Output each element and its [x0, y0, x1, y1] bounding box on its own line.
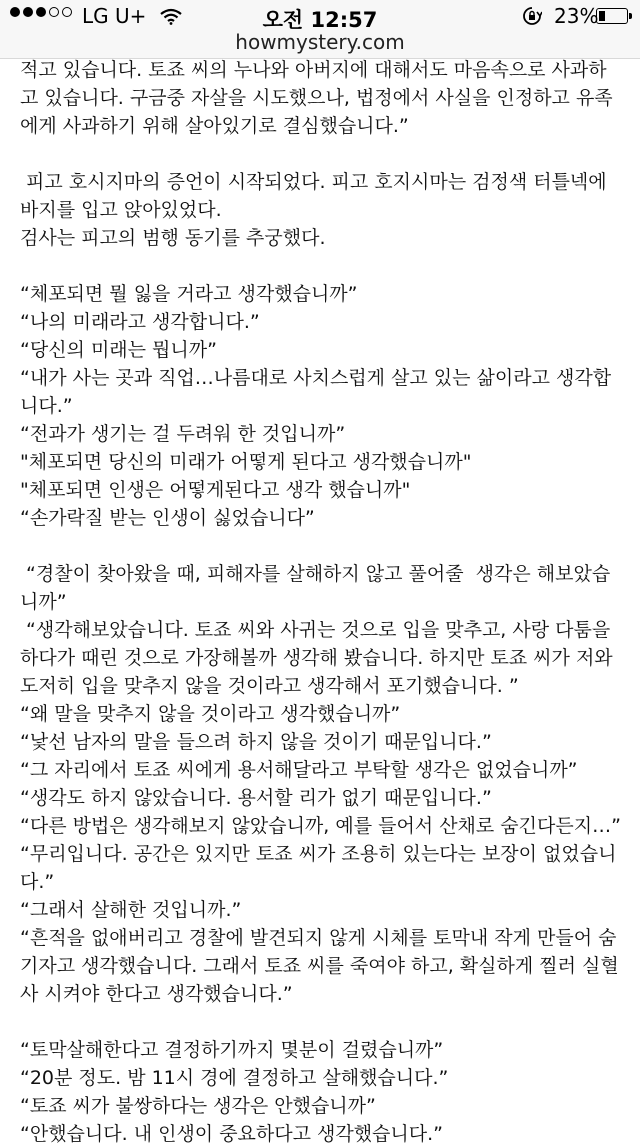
- article-line: “당신의 미래는 뭡니까”: [20, 339, 217, 361]
- article-line: 도저히 입을 맞추지 않을 것이라고 생각해서 포기했습니다. ”: [20, 675, 519, 697]
- article-line: “다른 방법은 생각해보지 않았습니까, 예를 들어서 산채로 숨긴다든지…”: [20, 815, 621, 837]
- article-line: “흔적을 없애버리고 경찰에 발견되지 않게 시체를 토막내 작게 만들어 숨: [20, 927, 617, 949]
- article-line: "체포되면 당신의 미래가 어떻게 된다고 생각했습니까": [20, 451, 472, 473]
- article-line: “전과가 생기는 걸 두려워 한 것입니까”: [20, 423, 346, 445]
- article-line: 적고 있습니다. 토죠 씨의 누나와 아버지에 대해서도 마음속으로 사과하: [20, 59, 607, 81]
- article-line: “내가 사는 곳과 직업…나름대로 사치스럽게 살고 있는 삶이라고 생각합: [20, 367, 612, 389]
- article-line: 검사는 피고의 범행 동기를 추궁했다.: [20, 227, 326, 249]
- article-line: 기자고 생각했습니다. 그래서 토죠 씨를 죽여야 하고, 확실하게 찔러 실혈: [20, 955, 619, 977]
- battery-percent: 23%: [554, 4, 599, 28]
- article-line: 고 있습니다. 구금중 자살을 시도했으나, 법정에서 사실을 인정하고 유족: [20, 87, 613, 109]
- article-line: “체포되면 뭘 잃을 거라고 생각했습니까”: [20, 283, 358, 305]
- article-line: 사 시켜야 한다고 생각했습니다.”: [20, 983, 293, 1005]
- rotation-lock-icon: [522, 6, 542, 31]
- article-line: “무리입니다. 공간은 있지만 토죠 씨가 조용히 있는다는 보장이 없었습니: [20, 843, 617, 865]
- paragraph-gap: [20, 1008, 626, 1036]
- article-line: “그 자리에서 토죠 씨에게 용서해달라고 부탁할 생각은 없었습니까”: [20, 759, 578, 781]
- status-bar: [0, 4, 640, 30]
- paragraph-gap: [20, 532, 626, 560]
- article-line: "체포되면 인생은 어떻게된다고 생각 했습니까": [20, 479, 411, 501]
- paragraph-gap: [20, 140, 626, 168]
- article-line: “안했습니다. 내 인생이 중요하다고 생각했습니다.”: [20, 1123, 444, 1145]
- paragraph-gap: [20, 252, 626, 280]
- article-line: “왜 말을 맞추지 않을 것이라고 생각했습니까”: [20, 703, 401, 725]
- battery-icon: [596, 8, 628, 24]
- article-line: “토죠 씨가 불쌍하다는 생각은 안했습니까”: [20, 1095, 376, 1117]
- browser-top-bar: [0, 0, 640, 59]
- article-line: “생각도 하지 않았습니다. 용서할 리가 없기 때문입니다.”: [20, 787, 492, 809]
- article-line: “토막살해한다고 결정하기까지 몇분이 걸렸습니까”: [20, 1039, 444, 1061]
- article-line: 니다.”: [20, 395, 73, 417]
- article-line: 에게 사과하기 위해 살아있기로 결심했습니다.”: [20, 115, 409, 137]
- article-line: “낯선 남자의 말을 들으려 하지 않을 것이기 때문입니다.”: [20, 731, 492, 753]
- article-line: 니까”: [20, 591, 67, 613]
- article-line: 피고 호시지마의 증언이 시작되었다. 피고 호지시마는 검정색 터틀넥에: [20, 171, 607, 193]
- article-line: “손가락질 받는 인생이 싫었습니다”: [20, 507, 315, 529]
- article-line: 하다가 때린 것으로 가장해볼까 생각해 봤습니다. 하지만 토죠 씨가 저와: [20, 647, 613, 669]
- address-bar[interactable]: howmystery.com: [235, 30, 405, 54]
- article-line: “20분 정도. 밤 11시 경에 결정하고 살해했습니다.”: [20, 1067, 449, 1089]
- clock-time: 오전 12:57: [262, 8, 378, 32]
- article-line: 다.”: [20, 871, 55, 893]
- article-line: “생각해보았습니다. 토죠 씨와 사귀는 것으로 입을 맞추고, 사랑 다툼을: [20, 619, 611, 641]
- article-line: “그래서 살해한 것입니까.”: [20, 899, 242, 921]
- carrier-name: LG U+: [82, 4, 147, 28]
- article-body: [20, 56, 626, 1148]
- article-line: 바지를 입고 앉아있었다.: [20, 199, 222, 221]
- article-line: “나의 미래라고 생각합니다.”: [20, 311, 260, 333]
- article-line: “경찰이 찾아왔을 때, 피해자를 살해하지 않고 풀어줄 생각은 해보았습: [20, 563, 611, 585]
